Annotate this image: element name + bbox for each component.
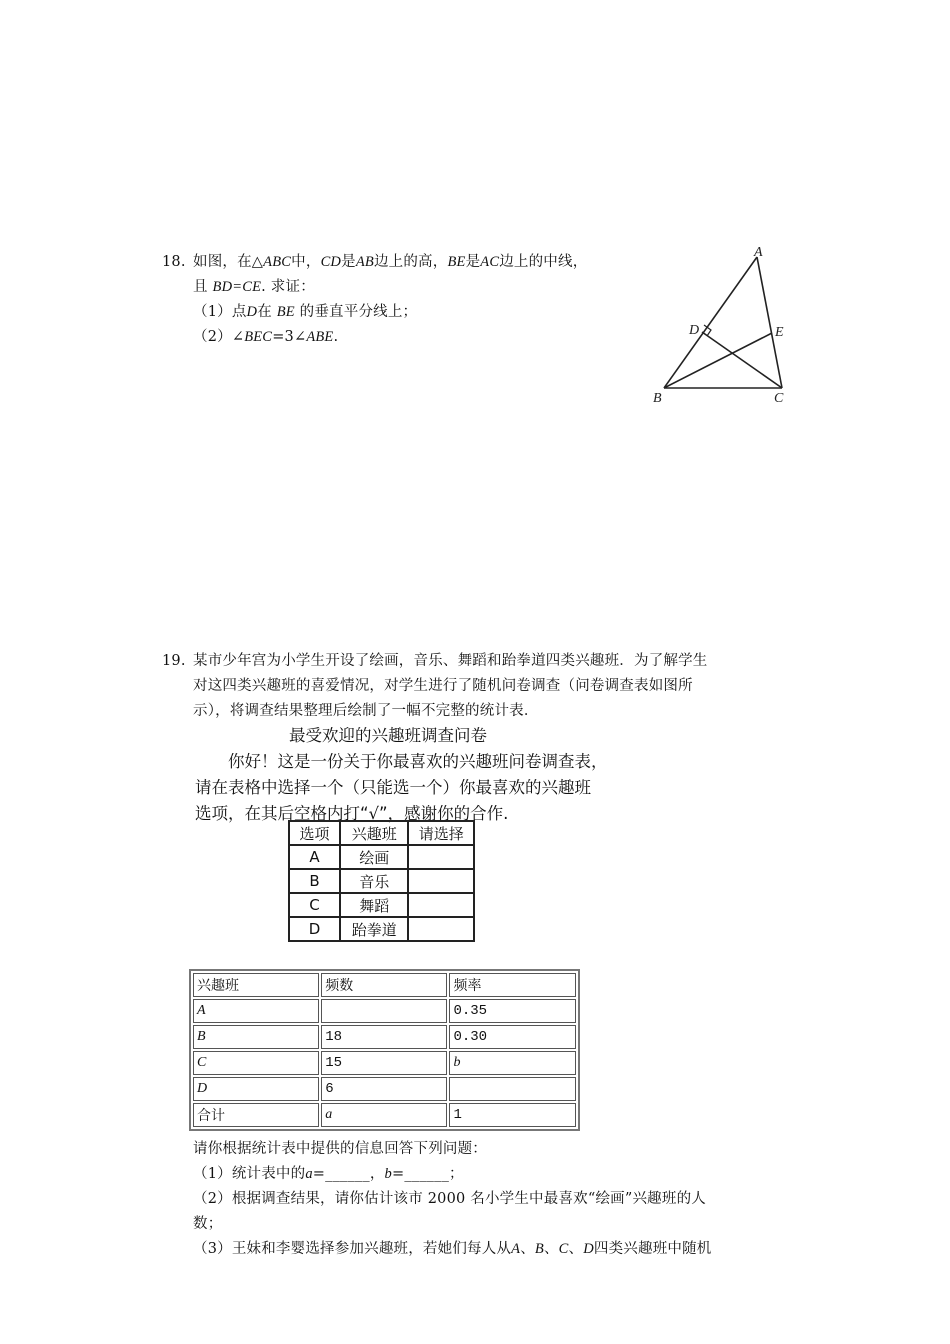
q18-line2 xyxy=(193,277,315,297)
q19-text: （1）统计表中的 xyxy=(193,1166,306,1182)
q18-text: . xyxy=(333,329,339,345)
q18-text: 是 xyxy=(465,254,481,270)
q18-var: ABE xyxy=(306,329,334,345)
label-b: B xyxy=(653,391,662,406)
freq-rate: 1 xyxy=(449,1103,576,1127)
q19-var: C xyxy=(558,1241,569,1257)
freq-count: 18 xyxy=(321,1025,447,1049)
freq-row xyxy=(193,1077,576,1101)
q18-var: D xyxy=(246,304,258,320)
freq-rate: b xyxy=(449,1051,576,1075)
freq-name: C xyxy=(193,1051,319,1075)
q19-var: a xyxy=(305,1166,313,1182)
q18-var: ABC xyxy=(263,254,292,270)
freq-header-row xyxy=(193,973,576,997)
q18-var: BD=CE xyxy=(212,279,262,295)
survey-class: 舞蹈 xyxy=(340,893,408,917)
freq-rate xyxy=(449,1077,576,1101)
survey-title: 最受欢迎的兴趣班调查问卷 xyxy=(289,726,487,745)
q18-text: . 求证： xyxy=(261,279,315,295)
q18-text: 是 xyxy=(341,254,356,270)
survey-option: A xyxy=(289,845,340,869)
survey-option: C xyxy=(289,893,340,917)
freq-row xyxy=(193,1025,576,1049)
freq-rate: 0.35 xyxy=(449,999,576,1023)
q19-intro-2: 对这四类兴趣班的喜爱情况，对学生进行了随机问卷调查（问卷调查表如图所 xyxy=(193,678,693,694)
q18-text: 中， xyxy=(291,254,321,270)
q19-part2-cont: 数； xyxy=(193,1216,223,1232)
survey-choice-cell[interactable] xyxy=(408,893,474,917)
survey-row xyxy=(289,893,474,917)
freq-name: B xyxy=(193,1025,319,1049)
survey-option: D xyxy=(289,917,340,941)
q19-ask: 请你根据统计表中提供的信息回答下列问题： xyxy=(193,1141,487,1157)
freq-count xyxy=(321,999,447,1023)
survey-choice-cell[interactable] xyxy=(408,869,474,893)
q19-text: 、 xyxy=(520,1241,535,1257)
q19-text: （3）王妹和李婴选择参加兴趣班，若她们每人从 xyxy=(193,1241,512,1257)
q18-text: 边上的中线， xyxy=(499,254,588,270)
freq-name: A xyxy=(193,999,319,1023)
q18-text: 的垂直平分线上； xyxy=(299,304,418,320)
survey-header-cell: 兴趣班 xyxy=(340,821,408,845)
q18-number: 18. xyxy=(162,254,186,270)
survey-line-1: 你好！这是一份关于你最喜欢的兴趣班问卷调查表， xyxy=(228,752,608,771)
q18-text: 且 xyxy=(193,279,208,295)
survey-table xyxy=(288,820,475,942)
q18-part2 xyxy=(193,327,338,347)
survey-option: B xyxy=(289,869,340,893)
freq-row xyxy=(193,999,576,1023)
q18-text: 在 xyxy=(257,304,272,320)
q19-var: b xyxy=(384,1166,392,1182)
q18-var: BE xyxy=(276,304,295,320)
q18-var: BEC xyxy=(244,329,273,345)
q19-intro-1: 某市少年宫为小学生开设了绘画，音乐、舞蹈和跆拳道四类兴趣班．为了解学生 xyxy=(193,653,708,669)
q18-var: CD xyxy=(320,254,342,270)
q19-text: =______； xyxy=(391,1166,464,1182)
q19-part2: （2）根据调查结果，请你估计该市 2000 名小学生中最喜欢“绘画”兴趣班的人 xyxy=(193,1191,706,1207)
survey-header-row xyxy=(289,821,474,845)
freq-row xyxy=(193,1051,576,1075)
triangle-figure xyxy=(640,240,800,410)
freq-rate: 0.30 xyxy=(449,1025,576,1049)
survey-header-cell: 选项 xyxy=(289,821,340,845)
survey-row xyxy=(289,845,474,869)
q18-text: =3∠ xyxy=(272,329,307,345)
q19-intro-3: 示），将调查结果整理后绘制了一幅不完整的统计表． xyxy=(193,703,539,719)
median-be xyxy=(664,333,772,388)
q18-text: （2）∠ xyxy=(193,329,245,345)
survey-class: 跆拳道 xyxy=(340,917,408,941)
q18-var: AB xyxy=(355,254,374,270)
q19-text: 四类兴趣班中随机 xyxy=(593,1241,712,1257)
label-a: A xyxy=(754,245,763,260)
q18-text: 如图，在△ xyxy=(193,254,264,270)
freq-header-cell: 频数 xyxy=(321,973,447,997)
q19-text: =______， xyxy=(312,1166,385,1182)
label-c: C xyxy=(774,391,784,406)
survey-row xyxy=(289,869,474,893)
altitude-cd xyxy=(702,332,782,388)
q19-var: D xyxy=(583,1241,594,1257)
survey-line-3: 选项，在其后空格内打“√”，感谢你的合作. xyxy=(195,804,509,823)
q19-part3 xyxy=(193,1239,712,1259)
q19-part1 xyxy=(193,1164,464,1184)
survey-header-cell: 请选择 xyxy=(408,821,474,845)
freq-header-cell: 兴趣班 xyxy=(193,973,319,997)
freq-name: D xyxy=(193,1077,319,1101)
q19-number: 19. xyxy=(162,653,186,669)
q19-text: 、 xyxy=(543,1241,559,1257)
label-d: D xyxy=(689,323,700,338)
freq-count: 15 xyxy=(321,1051,447,1075)
q19-var: B xyxy=(534,1241,544,1257)
survey-choice-cell[interactable] xyxy=(408,845,474,869)
q19-var: A xyxy=(511,1241,521,1257)
survey-line-2: 请在表格中选择一个（只能选一个）你最喜欢的兴趣班 xyxy=(195,778,591,797)
side-ac xyxy=(757,257,782,388)
survey-choice-cell[interactable] xyxy=(408,917,474,941)
survey-class: 音乐 xyxy=(340,869,408,893)
q18-text: （1）点 xyxy=(193,304,247,320)
freq-header-cell: 频率 xyxy=(449,973,576,997)
survey-class: 绘画 xyxy=(340,845,408,869)
side-ab xyxy=(664,257,757,388)
q19-text: 、 xyxy=(568,1241,584,1257)
label-e: E xyxy=(775,325,784,340)
freq-count: 6 xyxy=(321,1077,447,1101)
q18-text: 边上的高， xyxy=(373,254,448,270)
survey-row xyxy=(289,917,474,941)
q18-var: AC xyxy=(480,254,500,270)
frequency-table xyxy=(189,969,580,1131)
freq-name: 合计 xyxy=(193,1103,319,1127)
freq-total-row xyxy=(193,1103,576,1127)
q18-var: BE xyxy=(447,254,466,270)
q18-part1 xyxy=(193,302,417,322)
q18-line1 xyxy=(193,252,587,272)
freq-count: a xyxy=(321,1103,447,1127)
